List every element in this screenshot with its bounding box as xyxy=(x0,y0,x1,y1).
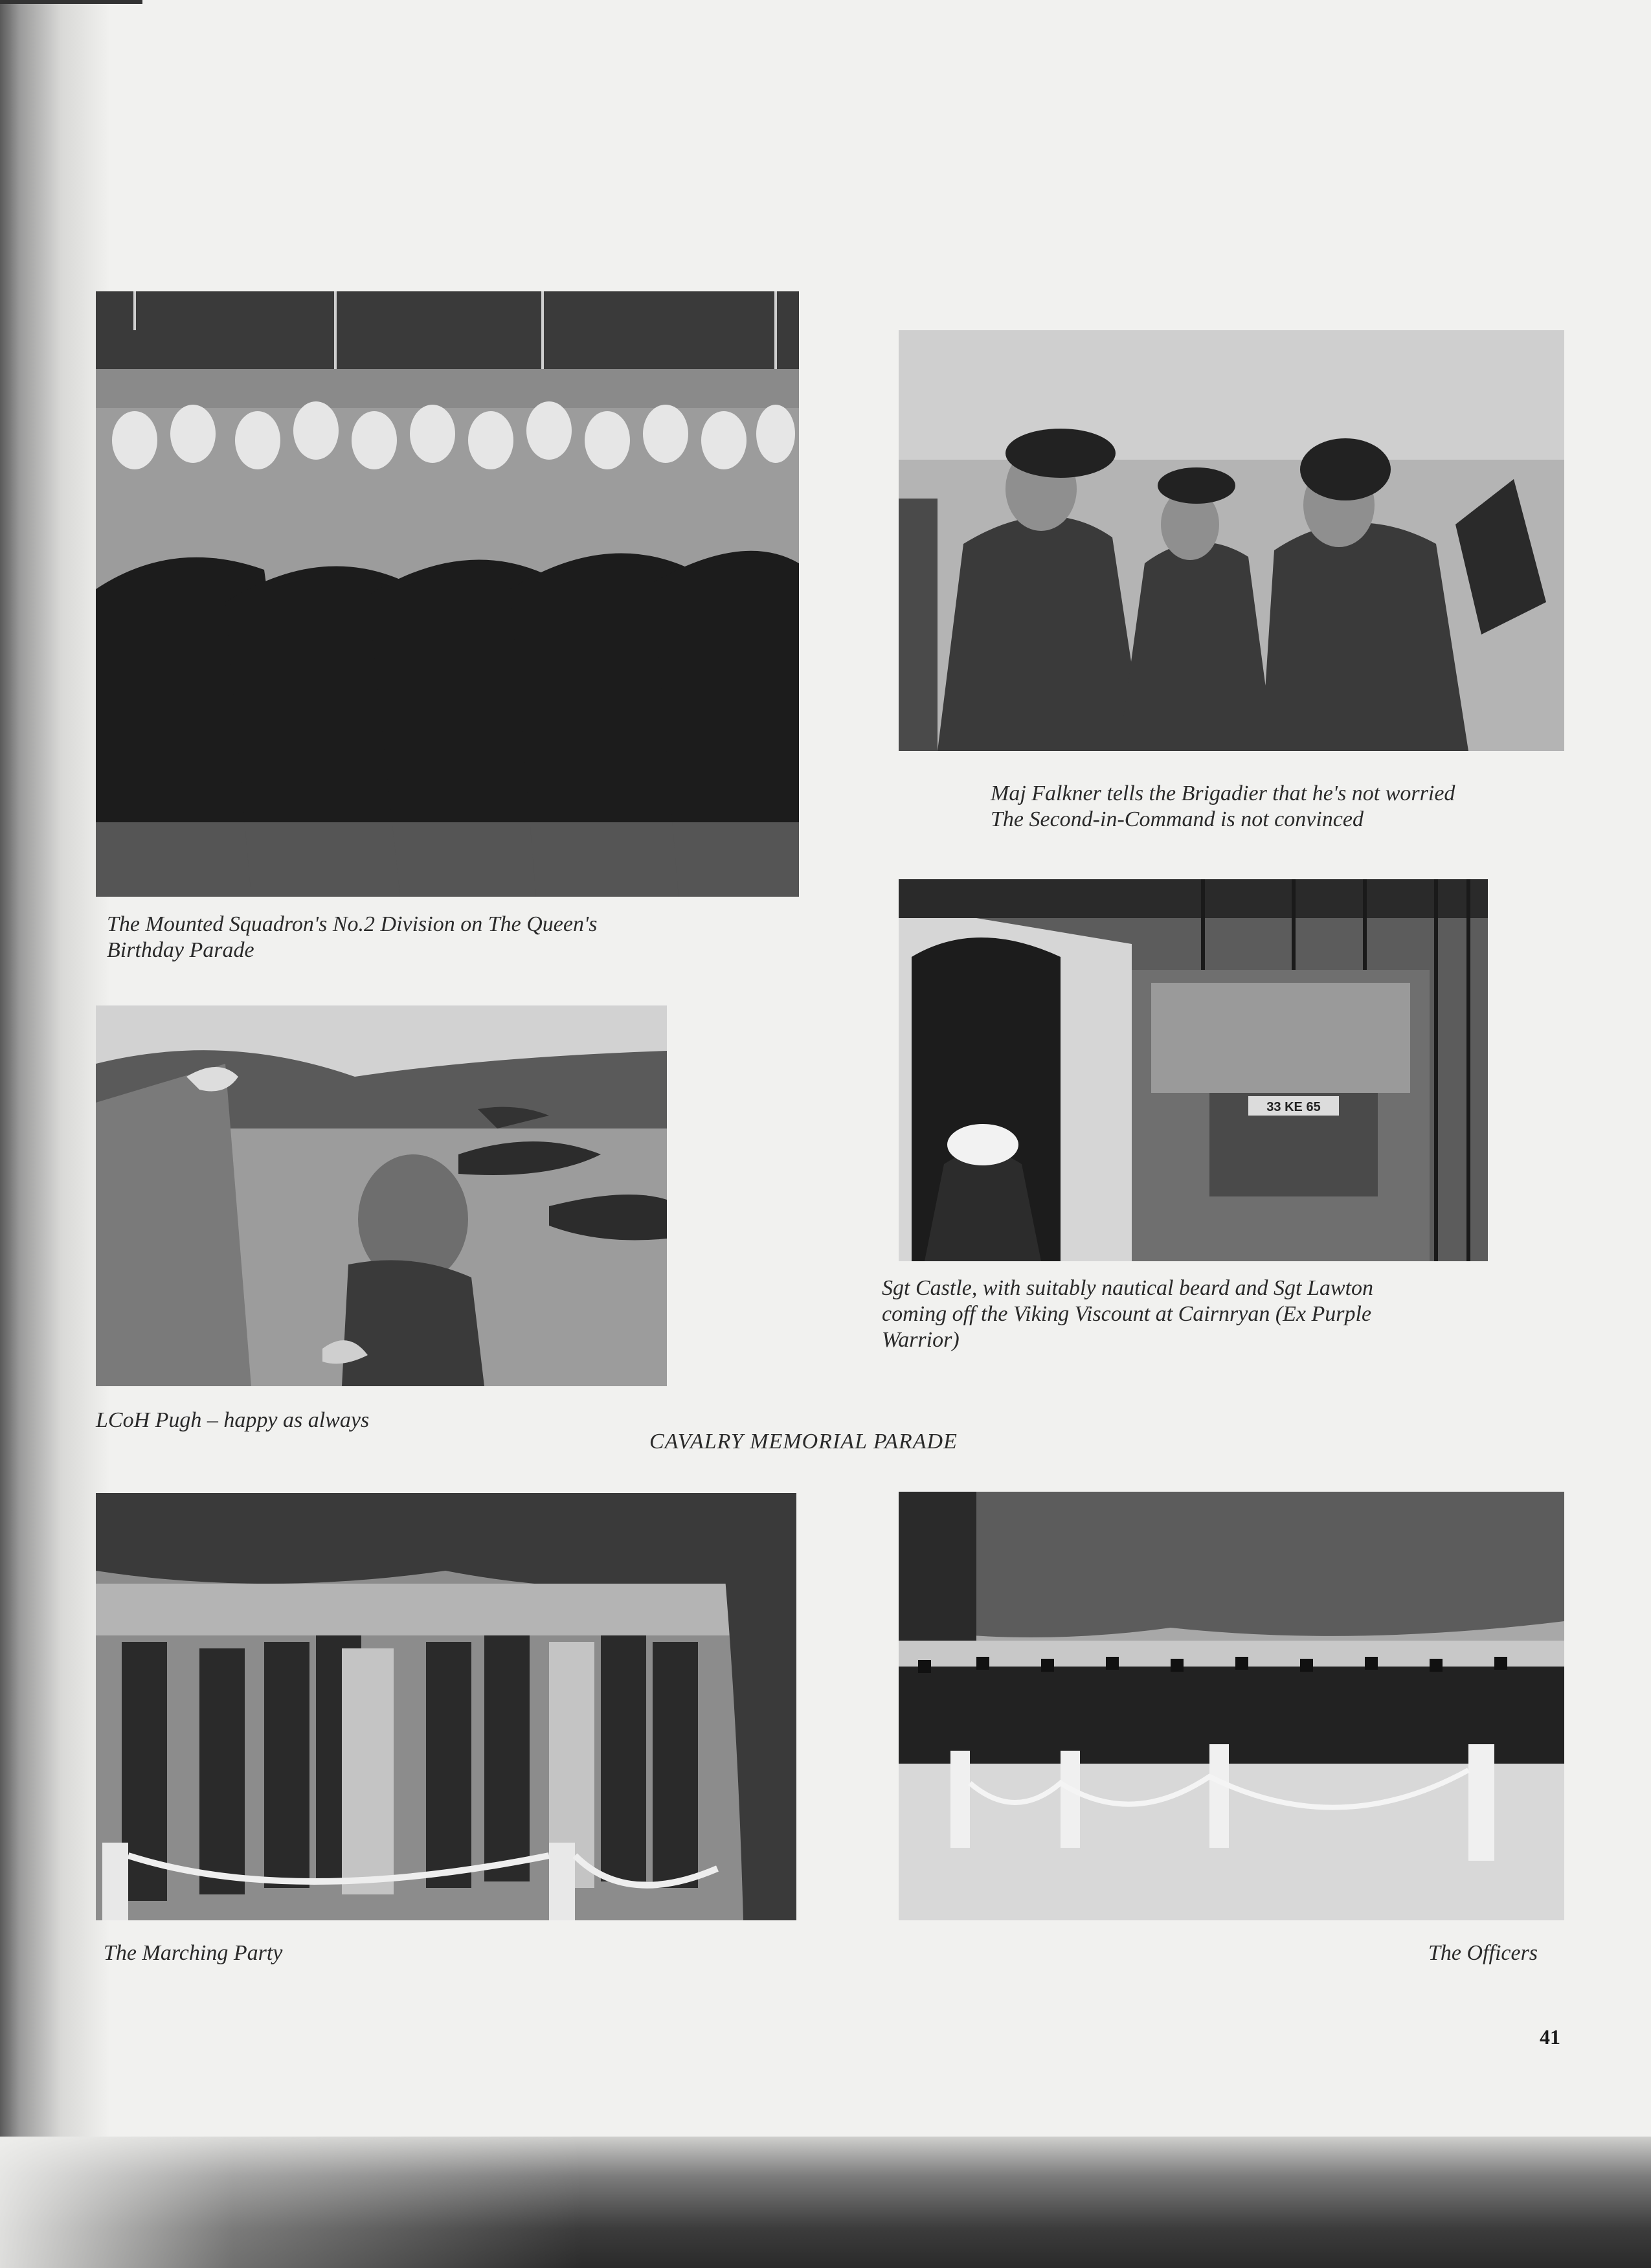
photo-maj-falkner xyxy=(899,330,1564,751)
caption-line: The Mounted Squadron's No.2 Division on The Queen's xyxy=(107,912,598,936)
photo-sgt-castle xyxy=(899,879,1488,1261)
caption-line: coming off the Viking Viscount at Cairnryan (Ex Purple xyxy=(882,1302,1372,1326)
caption-line: Maj Falkner tells the Brigadier that he's not worried xyxy=(991,781,1455,805)
photo-lcoh-pugh xyxy=(96,1005,667,1386)
caption-line: LCoH Pugh – happy as always xyxy=(96,1408,370,1432)
bottom-shadow xyxy=(0,2137,1651,2268)
caption-lcoh-pugh xyxy=(96,1408,679,1433)
caption-mounted-squadron xyxy=(107,912,819,963)
caption-officers xyxy=(1428,1940,1623,1966)
caption-maj-falkner xyxy=(991,781,1638,833)
photo-officers xyxy=(899,1492,1564,1920)
caption-line: The Officers xyxy=(1428,1941,1538,1965)
caption-line: Sgt Castle, with suitably nautical beard and Sgt Lawton xyxy=(882,1276,1374,1300)
caption-line: Birthday Parade xyxy=(107,938,254,962)
photo-mounted-squadron xyxy=(96,291,799,897)
section-heading: CAVALRY MEMORIAL PARADE xyxy=(649,1430,958,1454)
maj-falkner-image xyxy=(899,330,1564,751)
sgt-castle-image xyxy=(899,879,1488,1261)
page-number: 41 xyxy=(1540,2025,1560,2049)
lcoh-pugh-image xyxy=(96,1005,667,1386)
officers-image xyxy=(899,1492,1564,1920)
binding-shadow xyxy=(0,0,110,2268)
caption-sgt-castle xyxy=(882,1275,1529,1353)
top-rule xyxy=(0,0,142,4)
marching-party-image xyxy=(96,1493,796,1920)
caption-marching-party xyxy=(104,1940,557,1966)
caption-line: The Second-in-Command is not convinced xyxy=(991,807,1364,831)
mounted-squadron-image xyxy=(96,291,799,897)
caption-line: The Marching Party xyxy=(104,1941,283,1965)
truck-plate: 33 KE 65 xyxy=(1266,1100,1321,1114)
photo-marching-party xyxy=(96,1493,796,1920)
caption-line: Warrior) xyxy=(882,1328,960,1352)
